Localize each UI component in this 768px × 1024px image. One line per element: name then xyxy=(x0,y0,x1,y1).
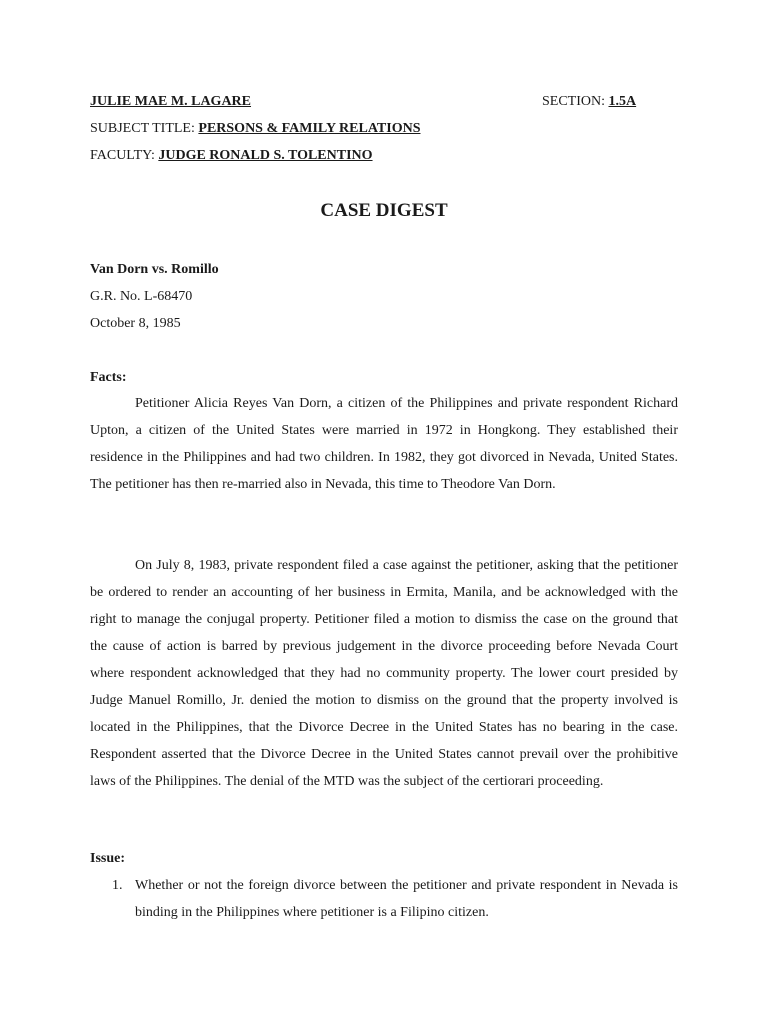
facts-paragraph-1: Petitioner Alicia Reyes Van Dorn, a citizen of the Philippines and private respondent Richard Upton, a citizen of the United States were married in 1972 in Hongkong. They established their residence in the Philippines and had two children. In 1982, they got divorced in Nevada, United States. The petitioner has then re-married also in Nevada, this time to Theodore Van Dorn. xyxy=(90,396,678,492)
subject-label: SUBJECT TITLE: xyxy=(90,121,199,136)
facts-paragraph-2-container xyxy=(90,552,678,795)
subject-line xyxy=(90,120,420,138)
section-line xyxy=(542,93,636,111)
issue-item xyxy=(90,872,678,926)
faculty-value: JUDGE RONALD S. TOLENTINO xyxy=(158,148,373,163)
issue-item-text: Whether or not the foreign divorce between the petitioner and private respondent in Nevada is binding in the Philippines where petitioner is a Filipino citizen. xyxy=(135,878,678,920)
facts-paragraph-1-container xyxy=(90,390,678,498)
page-title: CASE DIGEST xyxy=(320,200,448,221)
section-label: SECTION: xyxy=(542,94,609,109)
issue-heading: Issue: xyxy=(90,851,126,866)
student-name: JULIE MAE M. LAGARE xyxy=(90,94,252,109)
case-date: October 8, 1985 xyxy=(90,316,181,331)
facts-heading: Facts: xyxy=(90,370,127,385)
issue-item-number: 1. xyxy=(112,878,123,893)
section-value: 1.5A xyxy=(608,94,637,109)
faculty-label: FACULTY: xyxy=(90,148,159,163)
case-name: Van Dorn vs. Romillo xyxy=(90,262,219,277)
subject-value: PERSONS & FAMILY RELATIONS xyxy=(198,121,421,136)
facts-paragraph-2: On July 8, 1983, private respondent filed a case against the petitioner, asking that the petitioner be ordered to render an accounting of her business in Ermita, Manila, and be acknowledged with the right to manage the conjugal property. Petitioner filed a motion to dismiss the case on the ground that the cause of action is barred by previous judgement in the divorce proceeding before Nevada Court where respondent acknowledged that they had no community property. The lower court presided by Judge Manuel Romillo, Jr. denied the motion to dismiss on the ground that the property involved is located in the Philippines, that the Divorce Decree in the United States has no bearing in the case. Respondent asserted that the Divorce Decree in the United States cannot prevail over the prohibitive laws of the Philippines. The denial of the MTD was the subject of the certiorari proceeding. xyxy=(90,558,678,789)
issue-list xyxy=(90,872,678,926)
faculty-line xyxy=(90,147,373,165)
case-gr-number: G.R. No. L-68470 xyxy=(90,289,193,304)
